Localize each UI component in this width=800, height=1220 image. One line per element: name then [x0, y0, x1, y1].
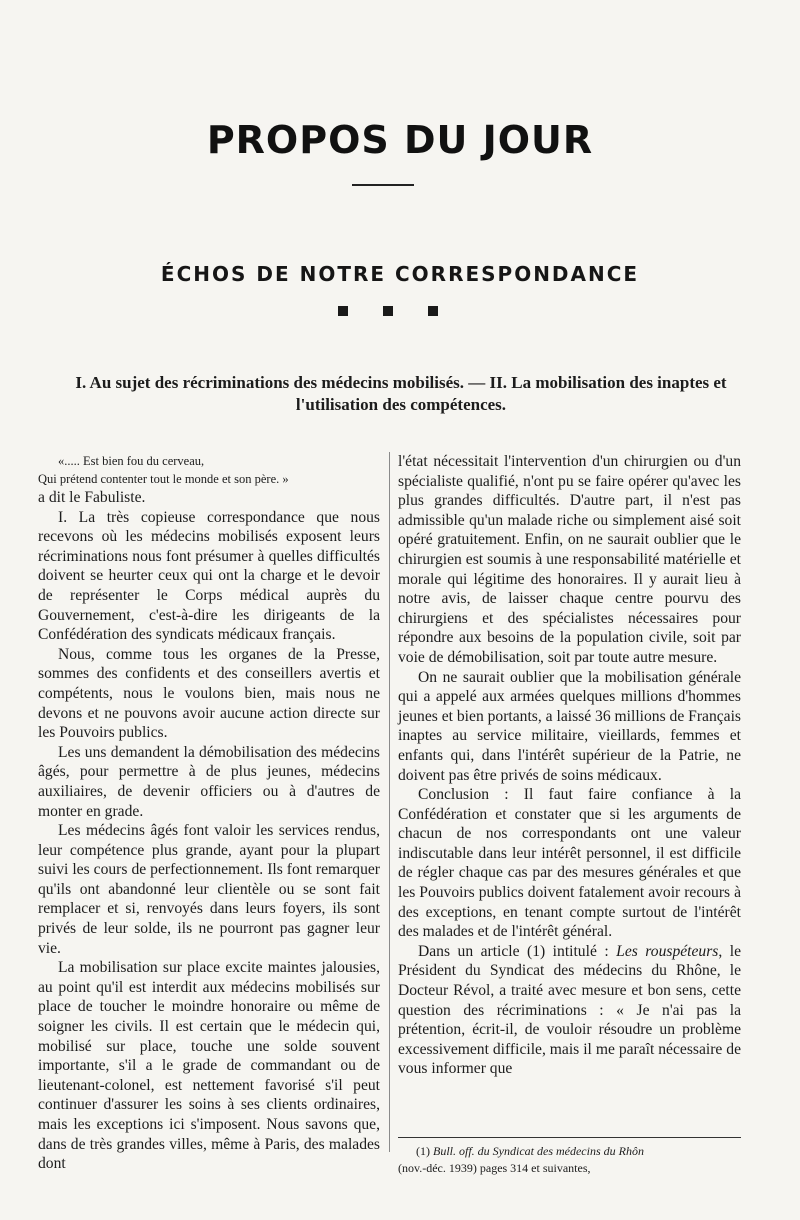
footnote-number: (1): [416, 1144, 430, 1158]
article-subtitle: I. Au sujet des récriminations des médecins mobilisés. — II. La mobilisation des inaptes et l'utilisation des compétences.: [75, 373, 727, 414]
paragraph: Les uns demandent la démobilisation des médecins âgés, pour permettre à de plus jeunes, médecins auxiliaires, de devenir officiers ou à d'autres de monter en grade.: [38, 743, 380, 820]
paragraph-text: , le Président du Syndicat des médecins du Rhône, le Docteur Révol, a traité avec mesure et bon sens, cette question des récriminations : « Je n'ai pas la prétention, écrit-il, de vouloir résoudre un problème excessivement difficile, mais il me paraît nécessaire de vous informer que: [398, 942, 741, 1078]
paragraph: Nous, comme tous les organes de la Presse, sommes des confidents et des conseillers avertis et compétents, nous le voulons bien, mais nous ne devons et ne pouvons avoir aucune action directe sur les Pouvoirs publics.: [38, 645, 380, 742]
page-title: PROPOS DU JOUR: [206, 118, 594, 162]
paragraph: I. La très copieuse correspondance que nous recevons où les médecins mobilisés exposent leurs récriminations nous font présumer à quelles difficultés doivent se heurter ceux qui ont la charge et le devoir de représenter le Corps médical auprès du Gouvernement, c'est-à-dire les dirigeants de la Confédération des syndicats médicaux français.: [38, 508, 380, 644]
right-column: [398, 452, 741, 1079]
article-title: Les rouspéteurs: [616, 942, 719, 960]
footnote-source: Bull. off. du Syndicat des médecins du Rhôn: [433, 1144, 644, 1158]
column-divider: [389, 452, 390, 1152]
title-rule: [352, 184, 414, 186]
paragraph-text: Dans un article (1) intitulé :: [418, 942, 617, 960]
footnote-rule: [398, 1137, 741, 1138]
paragraph: La mobilisation sur place excite maintes jalousies, au point qu'il est interdit aux médecins mobilisés sur place de toucher le moindre honoraire ou même de soigner les civils. Il est certain que le médecin qui, mobilisé sur place, touche une solde souvent importante, s'il a le grade de commandant ou de lieutenant-colonel, est nettement favorisé s'il peut continuer d'assurer les soins à ses clients ordinaires, mais les exceptions ici s'imposent. Nous savons que, dans de très grandes villes, même à Paris, des malades dont: [38, 959, 380, 1173]
epigraph-attribution: a dit le Fabuliste.: [38, 489, 146, 506]
footnote-details: (nov.-déc. 1939) pages 314 et suivantes,: [398, 1161, 591, 1175]
square-ornament-icon: [383, 306, 393, 316]
footnote: [398, 1143, 741, 1177]
paragraph: Les médecins âgés font valoir les services rendus, leur compétence plus grande, ayant pour la plupart suivi les cours de perfectionnement. Ils font remarquer qu'ils ont abandonné leur clientèle ou se sont fait remplacer et si, renvoyés dans leurs foyers, ils sont privés de leur solde, ils ne pourront pas gagner leur vie.: [38, 822, 380, 957]
paragraph: Conclusion : Il faut faire confiance à la Confédération et constater que si les arguments de chacun de nos correspondants ont une valeur indiscutable dans leur intérêt personnel, il est difficile de régler chaque cas par des mesures générales et que les Pouvoirs publics doivent fatalement avoir recours à des exceptions, en tenant compte surtout de l'intérêt des malades et de l'intérêt général.: [398, 786, 741, 941]
epigraph-line-2: Qui prétend contenter tout le monde et son père. »: [38, 472, 289, 486]
square-ornament-icon: [428, 306, 438, 316]
epigraph-line-1: «..... Est bien fou du cerveau,: [58, 454, 205, 468]
paragraph: l'état nécessitait l'intervention d'un chirurgien ou d'un spécialiste qualifié, n'ont pu se faire opérer qu'avec les plus grandes difficultés. D'autre part, il n'est pas admissible qu'un malade riche ou simplement aisé soit opéré gratuitement. Enfin, on ne saurait oublier que le chirurgien est soumis à une responsabilité matérielle et morale qui légitime des honoraires. Il y aurait lieu à notre avis, de laisser chaque centre pourvu des chirurgiens et des spécialistes nécessaires pour répondre aux besoins de la population civile, soit par voie de démobilisation, soit par toute autre mesure.: [398, 453, 741, 666]
section-title: ÉCHOS DE NOTRE CORRESPONDANCE: [160, 262, 640, 286]
paragraph: On ne saurait oublier que la mobilisation générale qui a appelé aux armées quelques millions d'hommes jeunes et bien portants, a laissé 36 millions de Français inaptes au service militaire, vieillards, femmes et enfants qui, dans l'intérêt supérieur de la Patrie, ne doivent pas être privés de soins médicaux.: [398, 668, 741, 784]
square-ornament-icon: [338, 306, 348, 316]
paragraph-article-reference: [398, 942, 741, 1079]
ornament-row: [338, 306, 438, 316]
left-column: [38, 452, 380, 1174]
